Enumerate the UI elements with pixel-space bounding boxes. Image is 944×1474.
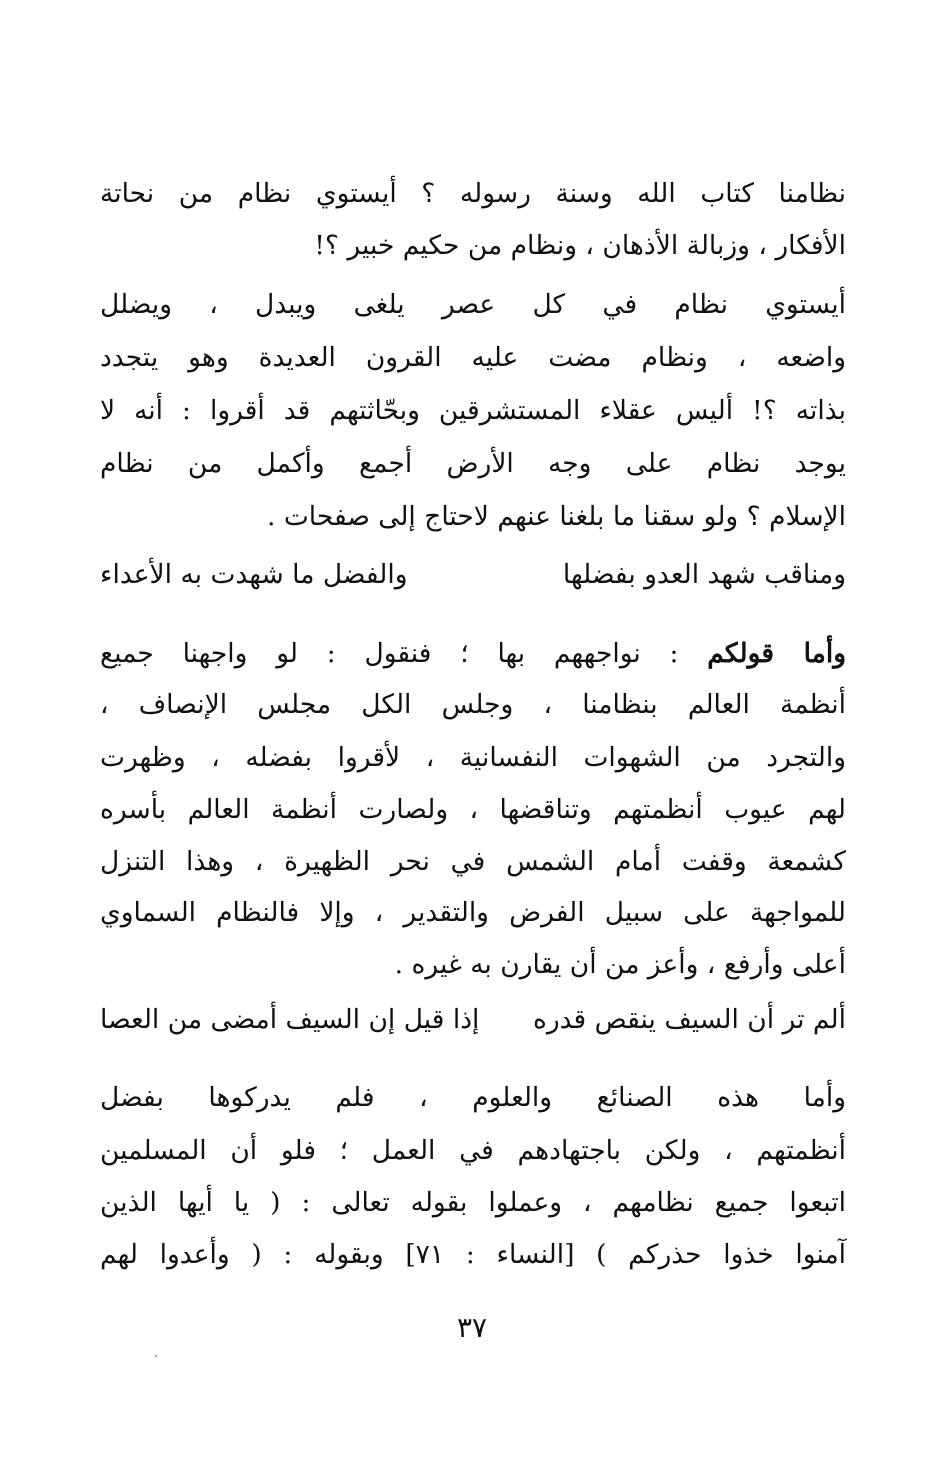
text-line: لهم عيوب أنظمتهم وتناقضها ، ولصارت أنظمة العالم بأسره xyxy=(100,794,846,825)
text-line: نظامنا كتاب الله وسنة رسوله ؟ أيستوي نظام من نحاتة xyxy=(100,178,846,209)
text-line: يوجد نظام على وجه الأرض أجمع وأكمل من نظام xyxy=(100,448,846,479)
text-line: أيستوي نظام في كل عصر يلغى ويبدل ، ويضلل xyxy=(100,289,846,320)
text-line: للمواجهة على سبيل الفرض والتقدير ، وإلا فالنظام السماوي xyxy=(100,897,846,928)
text-line: أنظمتهم ، ولكن باجتهادهم في العمل ؛ فلو أن المسلمين xyxy=(100,1135,846,1166)
verse-second-hemistich: والفضل ما شهدت به الأعداء xyxy=(100,559,408,590)
text-line: أعلى وأرفع ، وأعز من أن يقارن به غيره . xyxy=(394,949,846,980)
verse-first-hemistich: ألم تر أن السيف ينقص قدره xyxy=(532,1004,846,1035)
text-line: الأفكار ، وزبالة الأذهان ، ونظام من حكيم خبير ؟! xyxy=(314,230,846,261)
text-line: بذاته ؟! أليس عقلاء المستشرقين وبحّاثتهم قد أقروا : أنه لا xyxy=(100,395,846,426)
text-line xyxy=(100,632,846,676)
text-line: وأما هذه الصنائع والعلوم ، فلم يدركوها بفضل xyxy=(100,1082,846,1113)
poetry-verse xyxy=(100,553,846,597)
text-line: اتبعوا جميع نظامهم ، وعملوا بقوله تعالى : ( يا أيها الذين xyxy=(100,1187,846,1218)
text-line: أنظمة العالم بنظامنا ، وجلس الكل مجلس الإنصاف ، xyxy=(100,689,846,720)
text-span: : نواجههم بها ؛ فنقول : لو واجهنا جميع xyxy=(100,638,708,669)
page-number: ٣٧ xyxy=(456,1311,488,1344)
verse-second-hemistich: إذا قيل إن السيف أمضى من العصا xyxy=(100,1004,480,1035)
text-line: كشمعة وقفت أمام الشمس في نحر الظهيرة ، وهذا التنزل xyxy=(100,846,846,877)
text-line: آمنوا خذوا حذركم ) [النساء : ٧١] وبقوله : ( وأعدوا لهم xyxy=(100,1239,846,1270)
text-line: الإسلام ؟ ولو سقنا ما بلغنا عنهم لاحتاج إلى صفحات . xyxy=(266,501,846,532)
text-line: واضعه ، ونظام مضت عليه القرون العديدة وهو يتجدد xyxy=(100,342,846,373)
bold-lead-text: وأما قولكم xyxy=(707,638,846,669)
scan-speck xyxy=(155,1355,157,1357)
verse-first-hemistich: ومناقب شهد العدو بفضلها xyxy=(562,559,846,590)
text-line: والتجرد من الشهوات النفسانية ، لأقروا بفضله ، وظهرت xyxy=(100,742,846,773)
poetry-verse xyxy=(100,998,846,1042)
